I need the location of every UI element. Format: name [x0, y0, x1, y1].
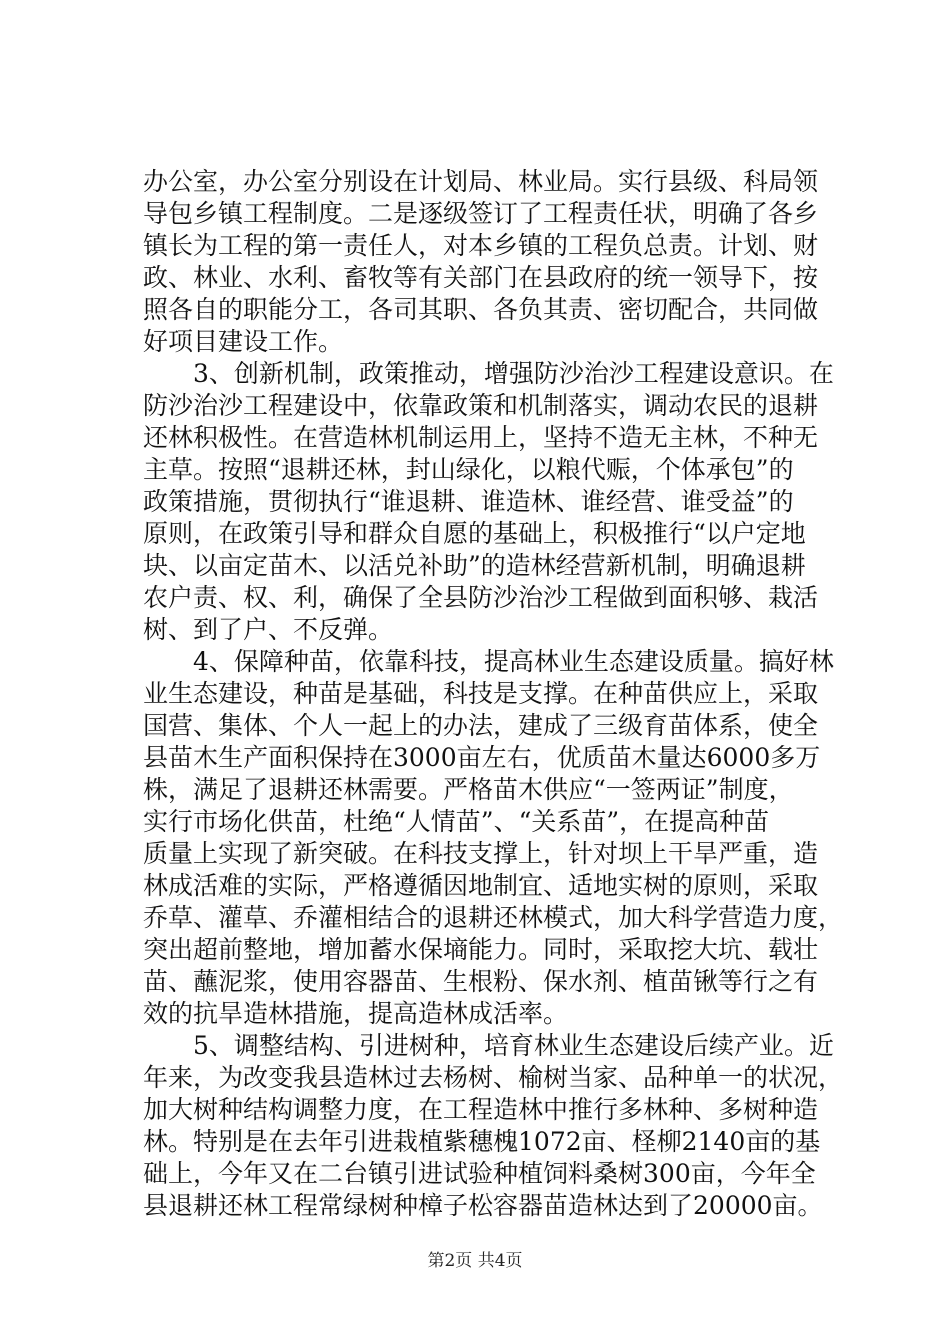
text-line: 农户责、权、利，确保了全县防沙治沙工程做到面积够、栽活 — [143, 583, 819, 612]
text-line: 导包乡镇工程制度。二是逐级签订了工程责任状，明确了各乡 — [143, 199, 819, 228]
text-line: 3、创新机制，政策推动，增强防沙治沙工程建设意识。在 — [143, 359, 834, 388]
text-line: 实行市场化供苗，杜绝“人情苗”、“关系苗”，在提高种苗 — [143, 807, 770, 836]
page-footer: 第2页 共4页 — [427, 1251, 523, 1271]
text-line: 县苗木生产面积保持在3000亩左右，优质苗木量达6000多万 — [143, 743, 821, 772]
text-line: 县退耕还林工程常绿树种樟子松容器苗造林达到了20000亩。 — [143, 1191, 823, 1220]
text-line: 业生态建设，种苗是基础，科技是支撑。在种苗供应上，采取 — [143, 679, 819, 708]
text-line: 树、到了户、不反弹。 — [143, 615, 394, 644]
text-line: 政策措施，贯彻执行“谁退耕、谁造林、谁经营、谁受益”的 — [143, 487, 794, 516]
text-line: 防沙治沙工程建设中，依靠政策和机制落实，调动农民的退耕 — [143, 391, 819, 420]
text-line: 政、林业、水利、畜牧等有关部门在县政府的统一领导下，按 — [143, 263, 819, 292]
text-line: 办公室，办公室分别设在计划局、林业局。实行县级、科局领 — [143, 167, 819, 196]
text-line: 还林积极性。在营造林机制运用上，坚持不造无主林，不种无 — [143, 423, 819, 452]
text-line: 国营、集体、个人一起上的办法，建成了三级育苗体系，使全 — [143, 711, 819, 740]
text-line: 乔草、灌草、乔灌相结合的退耕还林模式，加大科学营造力度， — [143, 903, 844, 932]
text-line: 块、以亩定苗木、以活兑补助”的造林经营新机制，明确退耕 — [143, 551, 806, 580]
text-line: 年来，为改变我县造林过去杨树、榆树当家、品种单一的状况， — [143, 1063, 844, 1092]
text-line: 突出超前整地，增加蓄水保墒能力。同时，采取挖大坑、载壮 — [143, 935, 819, 964]
text-line: 效的抗旱造林措施，提高造林成活率。 — [143, 999, 569, 1028]
text-line: 株，满足了退耕还林需要。严格苗木供应“一签两证”制度， — [143, 775, 794, 804]
text-line: 镇长为工程的第一责任人，对本乡镇的工程负总责。计划、财 — [143, 231, 819, 260]
text-line: 5、调整结构、引进树种，培育林业生态建设后续产业。近 — [143, 1031, 834, 1060]
text-line: 林成活难的实际，严格遵循因地制宜、适地实树的原则，采取 — [143, 871, 819, 900]
text-line: 加大树种结构调整力度，在工程造林中推行多林种、多树种造 — [143, 1095, 819, 1124]
text-line: 础上，今年又在二台镇引进试验种植饲料桑树300亩，今年全 — [143, 1159, 816, 1188]
text-line: 4、保障种苗，依靠科技，提高林业生态建设质量。搞好林 — [143, 647, 834, 676]
text-line: 林。特别是在去年引进栽植紫穗槐1072亩、柽柳2140亩的基 — [143, 1127, 821, 1156]
text-line: 好项目建设工作。 — [143, 327, 344, 356]
text-line: 苗、蘸泥浆，使用容器苗、生根粉、保水剂、植苗锹等行之有 — [143, 967, 819, 996]
text-line: 照各自的职能分工，各司其职、各负其责、密切配合，共同做 — [143, 295, 819, 324]
text-line: 原则，在政策引导和群众自愿的基础上，积极推行“以户定地 — [143, 519, 806, 548]
text-line: 主草。按照“退耕还林，封山绿化，以粮代赈，个体承包”的 — [143, 455, 794, 484]
text-line: 质量上实现了新突破。在科技支撑上，针对坝上干旱严重，造 — [143, 839, 819, 868]
